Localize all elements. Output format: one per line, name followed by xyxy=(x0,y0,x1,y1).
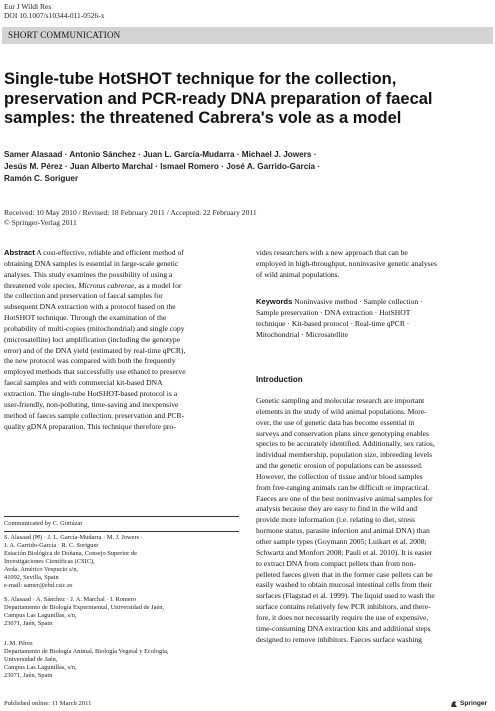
keyword-line: Sample preservation · DNA extraction · HotSHOT xyxy=(256,307,411,317)
abstract-line: employed methods that successfully use ethanol to preserve xyxy=(4,367,186,377)
body-line: provide more information (i.e. relating to diet, stress xyxy=(256,515,416,525)
abstract-line: subsequent DNA extraction with a protocol based on the xyxy=(4,302,176,312)
article-type-banner: SHORT COMMUNICATION xyxy=(2,27,493,44)
affiliation-line: Departamento de Biología Experimental, Universidad de Jaén, xyxy=(4,604,165,611)
abstract-line: HotSHOT technique. Through the examination of the xyxy=(4,313,167,323)
abstract-line: analyses. This study examines the possibility of using a xyxy=(4,269,173,279)
body-line: designed to remove inhibitors. Faeces surface washing xyxy=(256,634,422,644)
footnote-divider xyxy=(4,531,239,532)
body-line: pelleted faeces given that in the former case pellets can be xyxy=(256,569,433,579)
author-list xyxy=(4,149,484,185)
abstract-line: quality gDNA preparation. This technique therefore pro- xyxy=(4,421,176,431)
affiliation-line: J. M. Pérez xyxy=(4,640,33,647)
received-dates: Received: 10 May 2010 / Revised: 18 February 2011 / Accepted: 22 February 2011 xyxy=(4,208,257,217)
body-line: time-consuming DNA extraction kits and additional steps xyxy=(256,623,431,633)
body-line: to extract DNA from compact pellets than from non- xyxy=(256,558,416,568)
body-line: easily washed to obtain mucosal intestinal cells from their xyxy=(256,580,433,590)
affiliation-line: e-mail: samer@ebd.csic.es xyxy=(4,582,73,589)
abstract-line: A cost-effective, reliable and efficient method of xyxy=(36,248,184,257)
affiliation-line: 23071, Jaén, Spain xyxy=(4,672,53,679)
body-line: from free-ranging animals can be difficult or impractical. xyxy=(256,482,430,492)
abstract-line: faecal samples and with commercial kit-based DNA xyxy=(4,378,163,388)
published-online: Published online: 11 March 2011 xyxy=(4,700,92,707)
abstract-label: Abstract xyxy=(4,248,35,257)
affiliation-line: 41092, Sevilla, Spain xyxy=(4,574,59,581)
affiliation-block xyxy=(4,534,239,590)
journal-name: Eur J Wildl Res xyxy=(4,2,52,11)
author-line: Samer Alasaad · Antonio Sánchez · Juan L. García-Mudarra · Michael J. Jowers · xyxy=(4,150,317,159)
body-line: hormone status, parasite infection and animal DNA) than xyxy=(256,526,430,536)
keywords xyxy=(256,297,491,340)
affiliation-line: Estación Biológica de Doñana, Consejo Superior de xyxy=(4,550,137,557)
abstract-line: the new protocol was compared with both the frequently xyxy=(4,356,176,366)
abstract-line: extraction. The single-tube HotSHOT-based protocol is a xyxy=(4,388,178,398)
footnote-divider xyxy=(4,516,239,517)
doi: DOI 10.1007/s10344-011-0526-x xyxy=(4,11,105,20)
abstract-line: the collection and preservation of faecal samples for xyxy=(4,291,163,301)
keyword-line: Noninvasive method · Sample collection · xyxy=(294,297,423,306)
affiliation-block xyxy=(4,640,239,680)
body-line: Faeces are one of the best noninvasive animal samples for xyxy=(256,493,433,503)
abstract-line: vides researchers with a new approach that can be xyxy=(256,248,408,257)
body-line: surface contains relatively few PCR inhibitors, and there- xyxy=(256,602,431,612)
paper-title: Single-tube HotSHOT technique for the collection, preservation and PCR-ready DNA preparation of faecal samples: the threatened Cabrera's vole as a model xyxy=(4,70,433,127)
affiliation-line: Universidad de Jaén, xyxy=(4,656,58,663)
publisher-logo xyxy=(450,699,487,708)
abstract-continued xyxy=(256,248,491,281)
body-line: Schwartz and Monfort 2008; Pauli et al. 2010). It is easier xyxy=(256,547,433,557)
abstract-line: error) and of the DNA yield (estimated by real-time qPCR), xyxy=(4,345,186,355)
affiliation-line: Departamento de Biología Animal, Biología Vegetal y Ecología, xyxy=(4,648,169,655)
body-line: species to be accurately identified. Additionally, sex ratios, xyxy=(256,439,435,449)
affiliation-line: S. Alasaad · A. Sánchez · J. A. Marchal · I. Romero xyxy=(4,596,137,603)
affiliation-line: Campus Las Lagunillas, s/n, xyxy=(4,612,77,619)
introduction-heading: Introduction xyxy=(256,375,303,384)
affiliation-line: 23071, Jaén, Spain xyxy=(4,620,53,627)
body-line: surveys and conservation plans since genotyping enables xyxy=(256,428,429,438)
affiliation-line: Avda. Américo Vespucio s/n, xyxy=(4,566,79,573)
body-line: analysis because they are easy to find in the wild and xyxy=(256,504,418,514)
abstract-line: obtaining DNA samples is essential in large-scale genetic xyxy=(4,258,179,268)
body-line: and the genetic erosion of populations can be assessed. xyxy=(256,461,423,471)
keyword-line: Mitochondrial · Microsatellite xyxy=(256,329,348,339)
abstract-line: probability of multi-copies (mitochondrial) and single copy xyxy=(4,323,185,333)
abstract-line: (microsatellite) loci amplification (including the genotype xyxy=(4,334,181,344)
introduction-body xyxy=(256,396,491,645)
author-line: Jesús M. Pérez · Juan Alberto Marchal · Ismael Romero · José A. Garrido-García · xyxy=(4,162,321,171)
body-line: over, the use of genetic data has become essential in xyxy=(256,417,415,427)
keyword-line: technique · Kit-based protocol · Real-time qPCR · xyxy=(256,318,410,328)
copyright: © Springer-Verlag 2011 xyxy=(4,218,77,227)
affiliation-line: Investigaciones Científicas (CSIC), xyxy=(4,558,95,565)
affiliation-line: S. Alasaad (✉) · J. L. García-Mudarra · M. J. Jowers · xyxy=(4,534,143,541)
body-line: elements in the study of wild animal populations. More- xyxy=(256,406,427,416)
springer-horse-icon xyxy=(450,700,458,708)
body-line: individual membership, population size, inbreeding levels xyxy=(256,450,433,460)
abstract-line: employed in high-throughput, noninvasive genetic analyses xyxy=(256,258,437,268)
publisher-name: Springer xyxy=(460,700,488,707)
body-line: Genetic sampling and molecular research are important xyxy=(256,396,425,405)
body-line: fore, it does not necessarily require the use of expensive, xyxy=(256,612,429,622)
abstract-line: threatened vole species, Microtus cabrerae, as a model for xyxy=(4,280,182,290)
abstract xyxy=(4,248,239,432)
affiliation-block xyxy=(4,596,239,628)
affiliation-line: Campus Las Lagunillas, s/n, xyxy=(4,664,77,671)
keywords-label: Keywords xyxy=(256,297,293,306)
abstract-line: of wild animal populations. xyxy=(256,269,340,279)
abstract-line: user-friendly, non-polluting, time-saving and inexpensive xyxy=(4,399,179,409)
body-line: surfaces (Flagstad et al. 1999). The liquid used to wash the xyxy=(256,591,435,601)
abstract-line: method of faeces sample collection, preservation and PCR- xyxy=(4,410,185,420)
body-line: However, the collection of tissue and/or blood samples xyxy=(256,471,423,481)
author-line: Ramón C. Soriguer xyxy=(4,174,79,183)
affiliation-line: J. A. Garrido-García · R. C. Soriguer xyxy=(4,542,99,549)
communicated-by: Communicated by C. Gortázar xyxy=(4,520,83,527)
body-line: other sample types (Goymann 2005; Luikart et al. 2008; xyxy=(256,536,427,546)
